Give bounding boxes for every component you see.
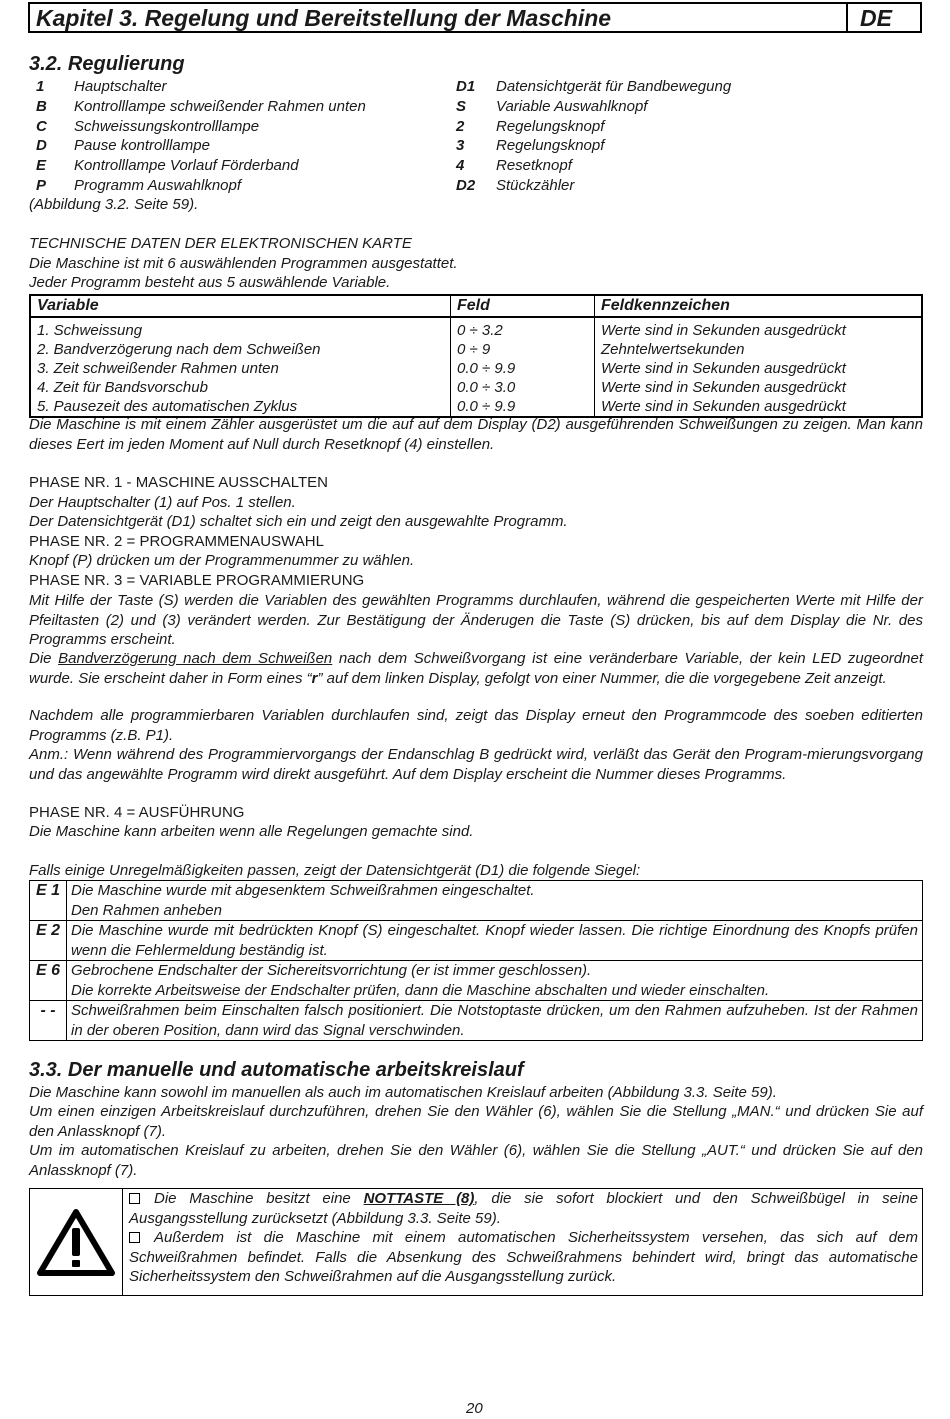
warning-text: [123, 1189, 922, 1295]
text-span: nach dem Schweißvorgang ist eine veränderbare Variable, der kein LED zugeordnet wurde. Sie erscheint daher in Form eines “: [29, 650, 923, 687]
section-paragraph: Um einen einzigen Arbeitskreislauf durchzuführen, drehen Sie den Wähler (6), wählen Sie die Stellung „MAN.“ und drücken Sie auf den Anlassknopf (7).: [29, 1103, 923, 1140]
error-code: E 1: [30, 881, 67, 921]
phase-text: Knopf (P) drücken um der Programmenummer zu wählen.: [29, 552, 415, 569]
legend-key: 1: [36, 78, 45, 95]
table-cell: 4. Zeit für Bandsvorschub: [30, 378, 451, 397]
legend-key: D: [36, 137, 47, 154]
column-header: Feld: [451, 295, 595, 317]
table-cell: 0.0 ÷ 9.9: [451, 359, 595, 378]
legend-key: S: [456, 98, 467, 115]
error-code: E 2: [30, 921, 67, 961]
table-row: [30, 397, 922, 417]
legend-key: B: [36, 98, 47, 115]
warning-item: [129, 1228, 918, 1287]
language-code: DE: [860, 5, 892, 31]
chapter-title: Kapitel 3. Regelung und Bereitstellung der Maschine: [30, 4, 848, 31]
text-span: ” auf dem linken Display, gefolgt von einer Nummer, die die vorgegebene Zeit anzeigt.: [317, 669, 887, 687]
table-row: [30, 378, 922, 397]
legend-label: Resetknopf: [496, 157, 572, 174]
variable-table: [29, 294, 923, 418]
section-heading-3-2: 3.2. Regulierung: [29, 53, 185, 75]
legend-key: 2: [456, 118, 465, 135]
error-description: Schweißrahmen beim Einschalten falsch positioniert. Die Notstoptaste drücken, um den Rahmen aufzuheben. Ist der Rahmen in der oberen Position, dann wird das Signal verschwinden.: [67, 1001, 923, 1041]
table-cell: Werte sind in Sekunden ausgedrückt: [601, 398, 846, 415]
legend-key: 4: [456, 157, 465, 174]
phase-3-paragraph: Nachdem alle programmierbaren Variablen durchlaufen sind, zeigt das Display erneut den Programmcode des soeben editierten Programms (z.B. P1).: [29, 707, 923, 744]
error-text: Die korrekte Arbeitsweise der Endschalter prüfen, dann die Maschine abschalten und wieder einschalten.: [71, 981, 770, 999]
legend-label: Stückzähler: [496, 177, 575, 194]
legend-label: Regelungsknopf: [496, 137, 605, 154]
counter-note: Die Maschine is mit einem Zähler ausgerüstet um die auf auf dem Display (D2) ausgeführenden Schweißungen zu zeigen. Man kann dieses Eert im jeden Moment auf Null durch Resetknopf (4) einstellen.: [29, 416, 923, 453]
error-text: Den Rahmen anheben: [71, 901, 222, 919]
table-cell: 1. Schweissung: [30, 317, 451, 340]
legend-label: Hauptschalter: [74, 78, 167, 95]
phase-2-heading: PHASE NR. 2 = PROGRAMMENAUSWAHL: [29, 533, 324, 550]
figure-reference: (Abbildung 3.2. Seite 59).: [29, 196, 199, 213]
legend-label: Regelungsknopf: [496, 118, 605, 135]
table-cell: Werte sind in Sekunden ausgedrückt: [601, 360, 846, 377]
tech-data-heading: TECHNISCHE DATEN DER ELEKTRONISCHEN KARTE: [29, 235, 412, 252]
legend-label: Programm Auswahlknopf: [74, 177, 242, 194]
legend-key: D1: [456, 78, 476, 95]
emergency-button-label: NOTTASTE (8): [363, 1190, 475, 1207]
section-text: Die Maschine kann sowohl im manuellen als auch im automatischen Kreislauf arbeiten (Abbildung 3.3. Seite 59).: [29, 1084, 777, 1101]
warning-box: [29, 1188, 923, 1296]
table-cell: Zehntelwertsekunden: [601, 341, 745, 358]
error-description: Die Maschine wurde mit bedrückten Knopf (S) eingeschaltet. Knopf wieder lassen. Die richtige Einordnung des Knopfs prüfen wenn die Fehlermeldung beständig ist.: [67, 921, 923, 961]
section-heading-3-3: 3.3. Der manuelle und automatische arbeitskreislauf: [29, 1059, 524, 1081]
error-code: E 6: [30, 961, 67, 1001]
page-number: 20: [466, 1400, 483, 1417]
table-cell: Werte sind in Sekunden ausgedrückt: [601, 322, 846, 339]
error-row: [30, 961, 923, 1001]
phase-3-heading: PHASE NR. 3 = VARIABLE PROGRAMMIERUNG: [29, 572, 365, 589]
text-span: , die sie sofort blockiert und den Schweißbügel in seine Ausgangsstellung zurücksetzt (Abbildung 3.3. Seite 59).: [129, 1190, 919, 1227]
column-header: Variable: [30, 295, 451, 317]
error-description: [67, 961, 923, 1001]
tech-data-line: Jeder Programm besteht aus 5 auswählende Variable.: [29, 274, 391, 291]
phase-4-heading: PHASE NR. 4 = AUSFÜHRUNG: [29, 804, 245, 821]
error-code-table: [29, 880, 923, 1041]
phase-3-paragraph: Mit Hilfe der Taste (S) werden die Variablen des gewählten Programms durchlaufen, während die gespeicherten Werte mit Hilfe der Pfeiltasten (2) und (3) verändert werden. Zur Bestätigung der Änderugen die Taste (S) drücken, bis auf dem Display die Nr. des Programms erscheint.: [29, 592, 923, 648]
text-span: Die Maschine besitzt eine: [154, 1190, 364, 1207]
warning-triangle-icon: [37, 1208, 115, 1276]
table-row: [30, 317, 922, 340]
underlined-term: Bandverzögerung nach dem Schweißen: [58, 650, 333, 667]
phase-text: Die Maschine kann arbeiten wenn alle Regelungen gemachte sind.: [29, 823, 474, 840]
legend-key: C: [36, 118, 47, 135]
table-cell: Werte sind in Sekunden ausgedrückt: [601, 379, 846, 396]
table-cell: 2. Bandverzögerung nach dem Schweißen: [30, 340, 451, 359]
table-cell: 0.0 ÷ 3.0: [451, 378, 595, 397]
table-cell: 0.0 ÷ 9.9: [451, 397, 595, 417]
table-cell: 0 ÷ 9: [451, 340, 595, 359]
phase-1-heading: PHASE NR. 1 - MASCHINE AUSSCHALTEN: [29, 474, 328, 491]
phase-text: Der Hauptschalter (1) auf Pos. 1 stellen.: [29, 494, 296, 511]
legend-label: Kontrolllampe schweißender Rahmen unten: [74, 98, 366, 115]
error-row: [30, 921, 923, 961]
error-code: - -: [30, 1001, 67, 1041]
legend-key: P: [36, 177, 47, 194]
table-row: [30, 359, 922, 378]
legend-key: E: [36, 157, 47, 174]
legend-label: Datensichtgerät für Bandbewegung: [496, 78, 732, 95]
error-row: [30, 1001, 923, 1041]
section-paragraph: Um im automatischen Kreislauf zu arbeiten, drehen Sie den Wähler (6), wählen Sie die Stellung „AUT.“ und drücken Sie auf den Anlassknopf (7).: [29, 1142, 923, 1179]
phase-3-paragraph: [29, 649, 923, 688]
error-description: [67, 881, 923, 921]
error-row: [30, 881, 923, 921]
table-cell: 3. Zeit schweißender Rahmen unten: [30, 359, 451, 378]
display-symbol: r: [311, 669, 318, 687]
phase-text: Der Datensichtgerät (D1) schaltet sich ein und zeigt den ausgewahlte Programm.: [29, 513, 568, 530]
tech-data-line: Die Maschine ist mit 6 auswählenden Programmen ausgestattet.: [29, 255, 458, 272]
error-text: Gebrochene Endschalter der Sichereitsvorrichtung (er ist immer geschlossen).: [71, 962, 592, 979]
legend-label: Variable Auswahlknopf: [496, 98, 648, 115]
warning-item: [129, 1189, 918, 1228]
checkbox-bullet-icon: [129, 1193, 140, 1204]
column-header: Feldkennzeichen: [595, 295, 923, 317]
legend-label: Kontrolllampe Vorlauf Förderband: [74, 157, 299, 174]
text-span: Außerdem ist die Maschine mit einem automatischen Sicherheitssystem versehen, das sich auf dem Schweißrahmen befindet. Falls die Absenkung des Schweißrahmens behindert wird, bringt das automatische Sicherheitssystem den Schweißrahmen auf die Ausgangsstellung zurück.: [129, 1229, 918, 1285]
legend-key: D2: [456, 177, 476, 194]
table-header-row: [30, 295, 922, 317]
error-intro: Falls einige Unregelmäßigkeiten passen, zeigt der Datensichtgerät (D1) die folgende Siegel:: [29, 862, 641, 879]
error-text: Die Maschine wurde mit abgesenktem Schweißrahmen eingeschaltet.: [71, 882, 535, 899]
table-row: [30, 340, 922, 359]
legend-label: Schweissungskontrolllampe: [74, 118, 260, 135]
phase-3-note: Anm.: Wenn während des Programmiervorgangs der Endanschlag B gedrückt wird, verläßt das Gerät den Program-mierungsvorgang und das angewählte Programm wird direkt ausgeführt. Auf dem Display erscheint die Nummer dieses Programms.: [29, 746, 923, 783]
table-cell: 0 ÷ 3.2: [451, 317, 595, 340]
page-header: [28, 2, 922, 33]
warning-icon-cell: [30, 1189, 123, 1295]
table-cell: 5. Pausezeit des automatischen Zyklus: [30, 397, 451, 417]
text-span: Die: [29, 650, 59, 667]
legend-label: Pause kontrolllampe: [74, 137, 210, 154]
legend-key: 3: [456, 137, 465, 154]
checkbox-bullet-icon: [129, 1232, 140, 1243]
